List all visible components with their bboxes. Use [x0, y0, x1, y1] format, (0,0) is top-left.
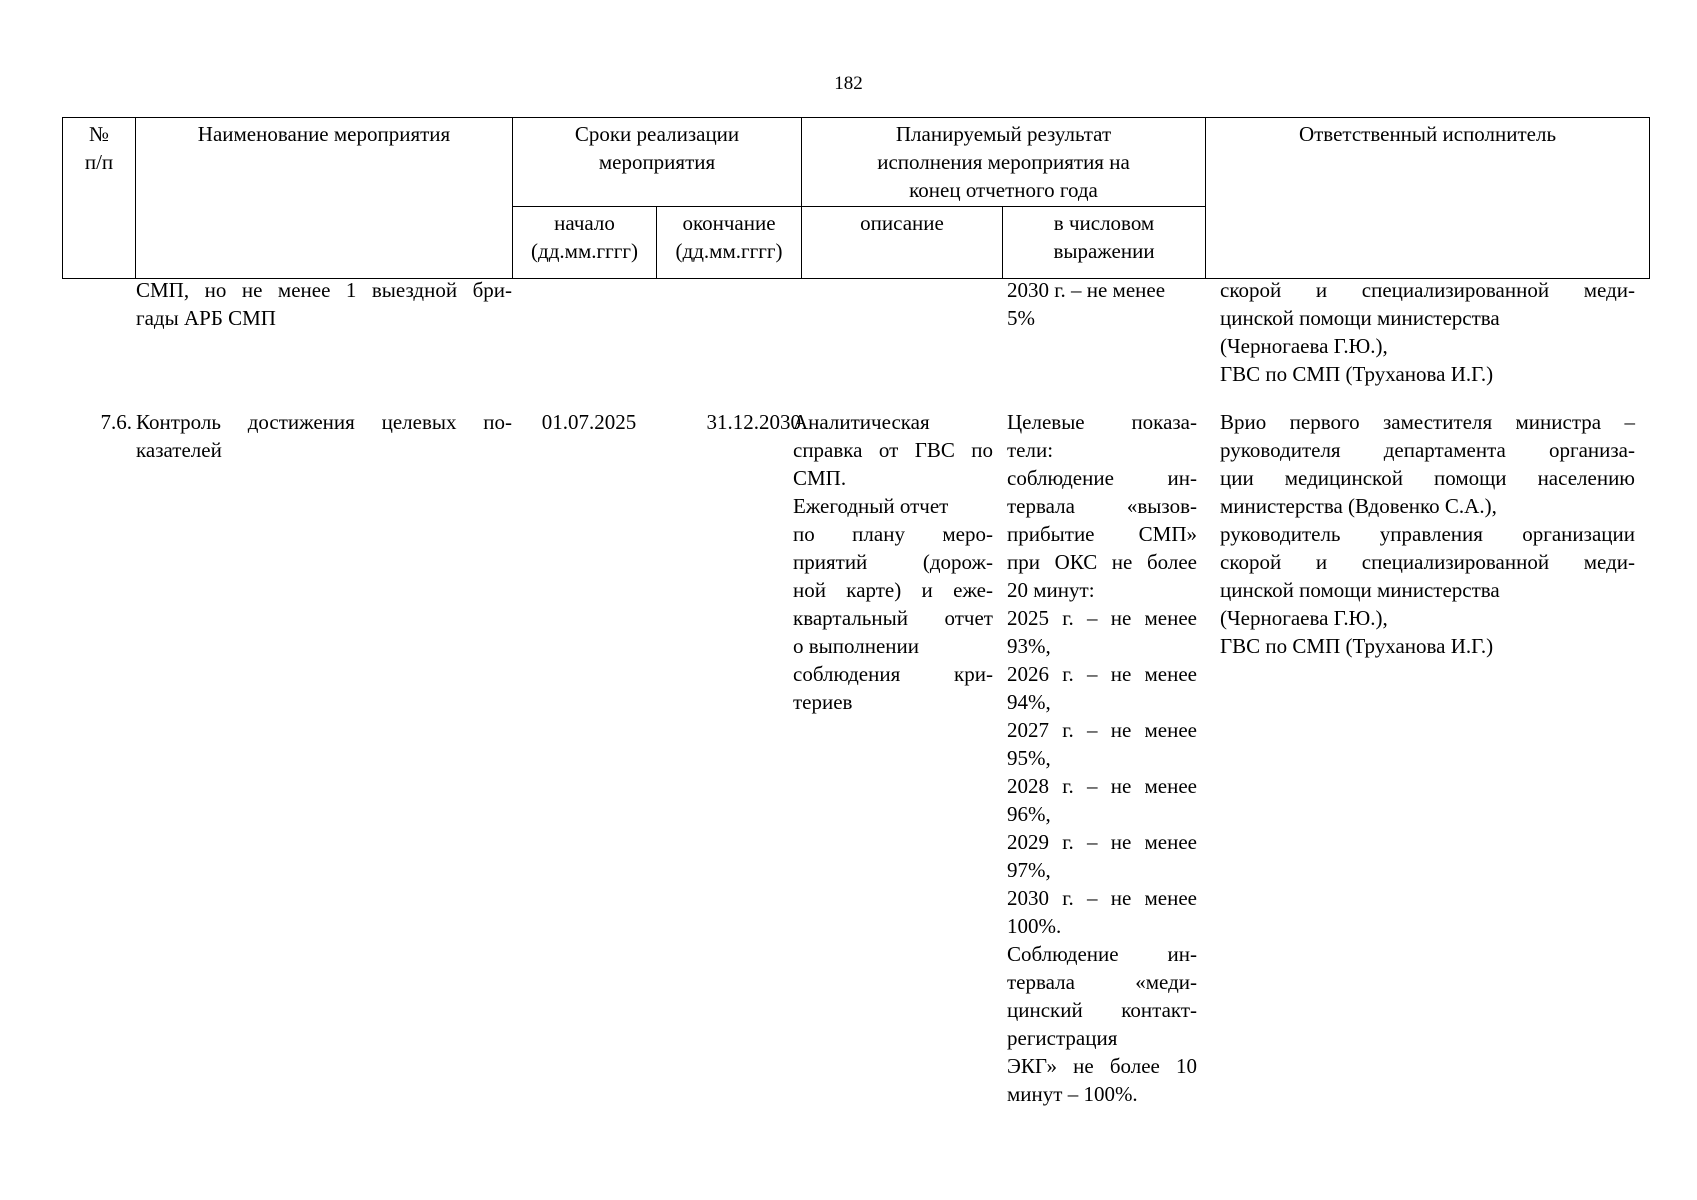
row-numeric-line: 94%,: [1007, 690, 1051, 714]
row-responsible-line: Врио первого заместителя министра –: [1220, 410, 1635, 434]
row-description: [793, 408, 993, 716]
table-header: [62, 117, 1650, 279]
header-end: [657, 207, 802, 279]
row-numeric-line: 2030 г. – не менее: [1007, 886, 1197, 910]
row-responsible-line: ции медицинской помощи населению: [1220, 466, 1635, 490]
row-numeric-line: 100%.: [1007, 914, 1062, 938]
row-description-line: приятий (дорож-: [793, 550, 993, 574]
row-description-line: справка от ГВС по: [793, 438, 993, 462]
header-terms-line: мероприятия: [598, 150, 716, 174]
header-responsible: Ответственный исполнитель: [1206, 118, 1650, 279]
header-name: Наименование мероприятия: [136, 118, 513, 279]
row-description-line: СМП.: [793, 466, 847, 490]
row-numeric-line: 20 минут:: [1007, 578, 1095, 602]
header-numeric-line: в числовом: [1053, 211, 1155, 235]
header-num-line: №: [88, 122, 110, 146]
continued-numeric: [1007, 276, 1197, 332]
row-numeric-line: 93%,: [1007, 634, 1051, 658]
row-description-line: по плану меро-: [793, 522, 993, 546]
row-responsible: [1220, 408, 1635, 660]
row-name: [136, 408, 512, 464]
row-numeric-line: 97%,: [1007, 858, 1051, 882]
header-end-line: (дд.мм.гггг): [675, 239, 783, 263]
table-row-continued: [62, 276, 1635, 408]
header-numeric: [1003, 207, 1206, 279]
row-responsible-line: ГВС по СМП (Труханова И.Г.): [1220, 634, 1494, 658]
header-description: описание: [802, 207, 1003, 279]
row-numeric-line: 2029 г. – не менее: [1007, 830, 1197, 854]
row-responsible-line: цинской помощи министерства: [1220, 578, 1500, 602]
header-numeric-line: выражении: [1053, 239, 1155, 263]
page-number: 182: [834, 73, 863, 94]
row-description-line: Ежегодный отчет: [793, 494, 949, 518]
row-numeric-line: 2025 г. – не менее: [1007, 606, 1197, 630]
header-end-line: окончание: [682, 211, 776, 235]
continued-responsible-line: цинской помощи министерства: [1220, 306, 1500, 330]
row-description-line: квартальный отчет: [793, 606, 993, 630]
row-numeric-line: тервала «меди-: [1007, 970, 1197, 994]
row-number: 7.6.: [100, 410, 132, 434]
row-description-line: о выполнении: [793, 634, 919, 658]
continued-name-line: гады АРБ СМП: [136, 306, 276, 330]
row-description-line: соблюдения кри-: [793, 662, 993, 686]
row-numeric-line: прибытие СМП»: [1007, 522, 1197, 546]
continued-numeric-line: 2030 г. – не менее: [1007, 278, 1166, 302]
row-description-line: Аналитическая: [793, 410, 930, 434]
row-responsible-line: министерства (Вдовенко С.А.),: [1220, 494, 1497, 518]
row-responsible-line: скорой и специализированной меди-: [1220, 550, 1635, 574]
header-num-line: п/п: [84, 150, 114, 174]
header-start-line: (дд.мм.гггг): [531, 239, 638, 263]
row-numeric: [1007, 408, 1197, 1108]
header-terms: [513, 118, 802, 207]
header-result-line: Планируемый результат: [895, 122, 1112, 146]
row-numeric-line: 2028 г. – не менее: [1007, 774, 1197, 798]
row-numeric-line: 95%,: [1007, 746, 1051, 770]
row-numeric-line: тели:: [1007, 438, 1054, 462]
row-numeric-line: Целевые показа-: [1007, 410, 1197, 434]
header-num: [63, 118, 136, 279]
table-row-7-6: [62, 408, 1635, 1128]
row-numeric-line: минут – 100%.: [1007, 1082, 1138, 1106]
row-responsible-line: руководителя департамента организа-: [1220, 438, 1635, 462]
continued-numeric-line: 5%: [1007, 306, 1035, 330]
row-numeric-line: регистрация: [1007, 1026, 1118, 1050]
continued-responsible-line: (Черногаева Г.Ю.),: [1220, 334, 1388, 358]
row-name-line: казателей: [136, 438, 222, 462]
row-end-date: 31.12.2030: [706, 410, 801, 434]
header-result-line: конец отчетного года: [909, 178, 1098, 202]
continued-name: [136, 276, 512, 332]
row-start-date: 01.07.2025: [541, 410, 637, 434]
row-numeric-line: тервала «вызов-: [1007, 494, 1197, 518]
row-responsible-line: руководитель управления организации: [1220, 522, 1635, 546]
header-start-line: начало: [554, 211, 615, 235]
row-numeric-line: 96%,: [1007, 802, 1051, 826]
row-numeric-line: цинский контакт-: [1007, 998, 1197, 1022]
row-description-line: териев: [793, 690, 853, 714]
header-result: [802, 118, 1206, 207]
row-numeric-line: 2027 г. – не менее: [1007, 718, 1197, 742]
row-responsible-line: (Черногаева Г.Ю.),: [1220, 606, 1388, 630]
continued-name-line: СМП, но не менее 1 выездной бри-: [136, 278, 512, 302]
row-numeric-line: соблюдение ин-: [1007, 466, 1197, 490]
row-numeric-line: ЭКГ» не более 10: [1007, 1054, 1197, 1078]
row-numeric-line: Соблюдение ин-: [1007, 942, 1197, 966]
row-description-line: ной карте) и еже-: [793, 578, 993, 602]
continued-responsible-line: ГВС по СМП (Труханова И.Г.): [1220, 362, 1494, 386]
table-body: [62, 276, 1635, 1128]
header-terms-line: Сроки реализации: [574, 122, 740, 146]
row-numeric-line: 2026 г. – не менее: [1007, 662, 1197, 686]
header-result-line: исполнения мероприятия на: [877, 150, 1130, 174]
header-start: [513, 207, 657, 279]
row-name-line: Контроль достижения целевых по-: [136, 410, 512, 434]
row-numeric-line: при ОКС не более: [1007, 550, 1197, 574]
continued-responsible: [1220, 276, 1635, 388]
continued-responsible-line: скорой и специализированной меди-: [1220, 278, 1635, 302]
